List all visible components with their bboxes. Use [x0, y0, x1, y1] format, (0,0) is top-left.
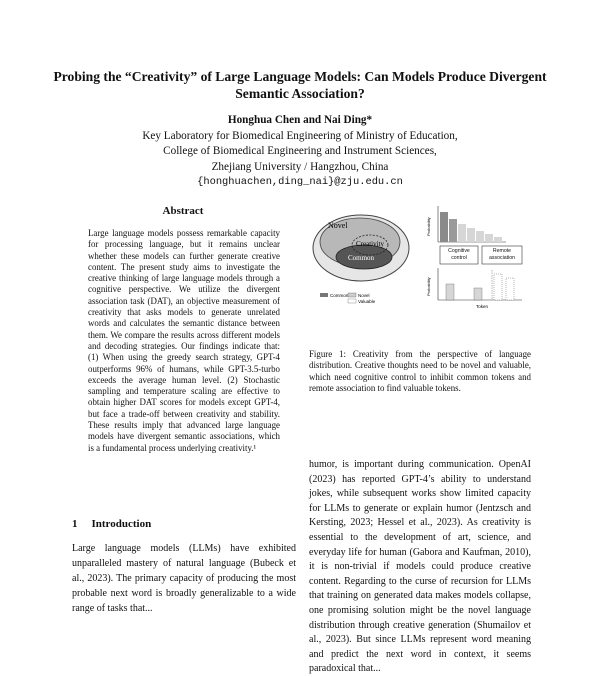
section-number: 1 — [72, 518, 78, 530]
top-bar-7 — [494, 237, 502, 242]
bottom-bar-1 — [446, 284, 454, 300]
legend-swatch-valuable — [348, 299, 356, 303]
legend-swatch-novel — [348, 293, 356, 297]
top-bar-4 — [467, 228, 475, 242]
top-bar-6 — [485, 234, 493, 242]
section-title: Introduction — [91, 518, 152, 530]
ellipse-label-novel: Novel — [328, 221, 348, 230]
bottom-y-label: Probability — [426, 277, 431, 296]
legend-swatch-common — [320, 293, 328, 297]
figure-1 — [306, 200, 532, 345]
remote-association-label: Remote association — [489, 248, 515, 261]
figure-1-svg — [306, 200, 532, 345]
bottom-x-label: Token — [476, 304, 489, 309]
abstract-heading: Abstract — [162, 205, 204, 217]
ellipse-label-creativity: Creativity — [356, 240, 384, 248]
top-bar-1 — [440, 212, 448, 242]
affiliation-line-2: College of Biomedical Engineering and Instrument Sciences, — [163, 145, 437, 157]
legend-valuable: Valuable — [358, 299, 376, 304]
cognitive-control-label: Cognitive control — [448, 248, 470, 261]
bottom-bar-4 — [506, 278, 514, 300]
top-bar-2 — [449, 219, 457, 242]
top-y-label: Probability — [426, 217, 431, 236]
ellipse-label-common: Common — [348, 254, 375, 262]
paper-title: Probing the “Creativity” of Large Language Models: Can Models Produce Divergent Semantic Association? — [53, 69, 547, 101]
legend-common: Common — [330, 293, 349, 298]
abstract-text: Large language models possess remarkable capacity for processing language, but it remains unclear whether these models can further generate creative content. The present study aims to investigate the creative thinking of large language models through a cognitive perspective. We utilize the divergent association task (DAT), an objective measurement of creativity that asks models to generate unrelated words and calculates the semantic distance between them. We compare the results across different models and decoding strategies. Our findings indicate that: (1) When using the greedy search strategy, GPT-4 outperforms 96% of humans, while GPT-3.5-turbo exceeds the average human level. (2) Stochastic sampling and temperature scaling are effective to obtain higher DAT scores for models except GPT-4, but face a trade-off between creativity and stability. These results imply that advanced large language models have divergent semantic associations, which is a fundamental process underlying creativity.¹ — [88, 228, 280, 453]
intro-text: Large language models (LLMs) have exhibited unparalleled mastery of natural language (Bubeck et al., 2023). The primary capacity of producing the most probable next word is broadly generalizable to a wide range of tasks that... — [72, 543, 296, 614]
author-email: {honghuachen,ding_nai}@zju.edu.cn — [197, 176, 403, 188]
figure-caption: Figure 1: Creativity from the perspective of language distribution. Creative thoughts need to be novel and valuable, which need cognitive control to inhibit common tokens and remote association to find valuable tokens. — [309, 349, 531, 393]
top-bar-5 — [476, 231, 484, 242]
affiliation-line-1: Key Laboratory for Biomedical Engineering of Ministry of Education, — [142, 129, 458, 142]
affiliation-line-3: Zhejiang University / Hangzhou, China — [211, 160, 389, 173]
right-column-text: humor, is important during communication. OpenAI (2023) has reported GPT-4’s ability to understand jokes, while subsequent works show limited capacity for LLMs to generate or explain humor (Jentzsch and Kersting, 2023; Hessel et al., 2023). As creativity is essential to the development of art, science, and everyday life for human (Gabora and Kaufman, 2010), it is non-trivial if models could produce creative content. Regarding to the curse of recursion for LLMs that training on generated data makes models collapse, one promising solution might be the novel language distribution through creative generation (Shumailov et al., 2023). But since LLMs represent word meaning and predict the next word in context, it seems paradoxical that... — [309, 459, 531, 675]
top-bar-3 — [458, 224, 466, 242]
author-block — [40, 113, 560, 191]
bottom-bar-2 — [474, 288, 482, 300]
legend-novel: Novel — [358, 293, 370, 298]
bottom-bar-3 — [494, 274, 502, 300]
section-heading — [72, 518, 165, 530]
author-names: Honghua Chen and Nai Ding* — [227, 114, 373, 126]
